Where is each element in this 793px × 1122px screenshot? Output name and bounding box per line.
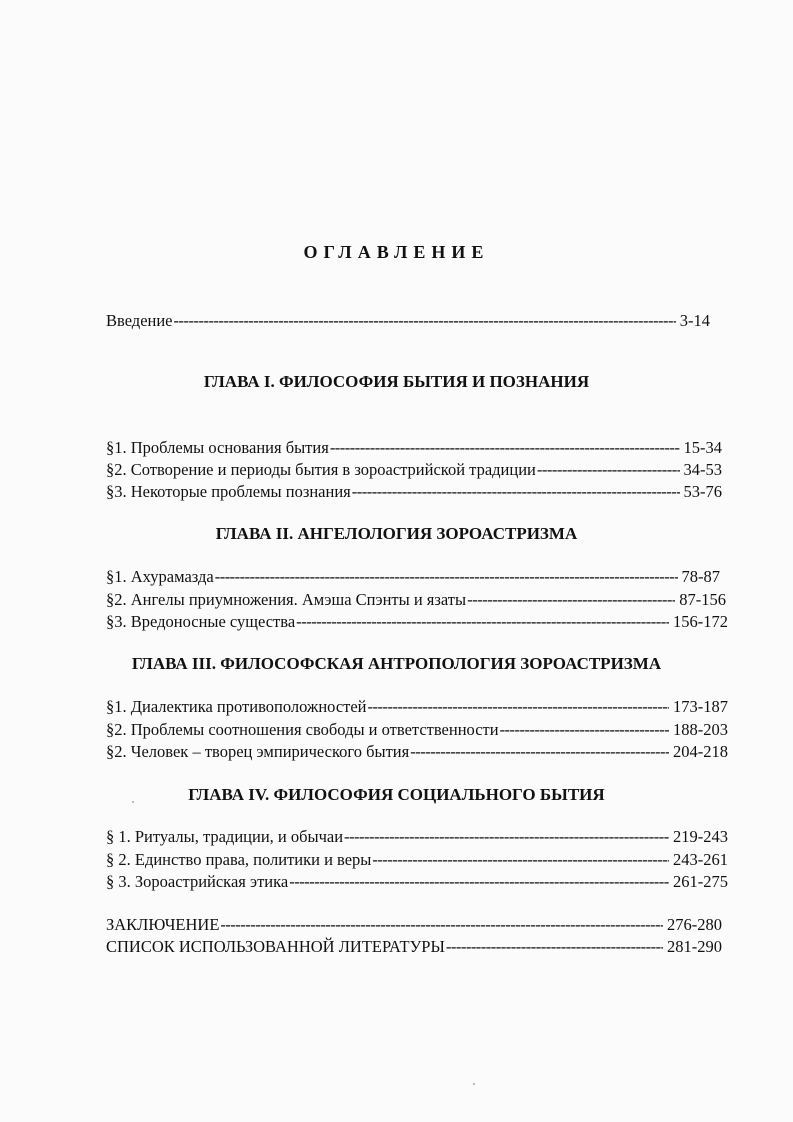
dot-leader <box>215 566 678 588</box>
toc-entry-pages: 281-290 <box>667 937 722 956</box>
toc-title: ОГЛАВЛЕНИЕ <box>303 242 490 262</box>
toc-entry <box>106 481 722 503</box>
toc-entry-label: §3. Вредоносные существа <box>106 612 296 631</box>
toc-entry-label: § 1. Ритуалы, традиции, и обычаи <box>106 827 344 846</box>
chapter-heading-3: ГЛАВА III. ФИЛОСОФСКАЯ АНТРОПОЛОГИЯ ЗОРОАСТРИЗМА <box>131 654 662 673</box>
toc-entry <box>106 826 728 848</box>
toc-entry-label: §1. Ахурамазда <box>106 567 214 586</box>
toc-entry-pages: 219-243 <box>673 827 728 846</box>
toc-entry-pages: 15-34 <box>683 438 722 457</box>
scan-speck <box>132 801 134 803</box>
chapter-heading-1: ГЛАВА I. ФИЛОСОФИЯ БЫТИЯ И ПОЗНАНИЯ <box>203 372 590 391</box>
toc-entry-pages: 173-187 <box>673 697 728 716</box>
toc-entry-label: § 3. Зороастрийская этика <box>106 872 289 891</box>
toc-entry-pages: 53-76 <box>683 482 722 501</box>
toc-entry <box>106 871 728 893</box>
toc-entry-label: СПИСОК ИСПОЛЬЗОВАННОЙ ЛИТЕРАТУРЫ <box>106 937 445 956</box>
dot-leader <box>467 589 675 611</box>
toc-entry-label: §3. Некоторые проблемы познания <box>106 482 351 501</box>
toc-entry <box>106 611 728 633</box>
dot-leader <box>368 696 669 718</box>
dot-leader <box>174 310 676 332</box>
dot-leader <box>446 936 663 958</box>
toc-entry-pages: 78-87 <box>681 567 720 586</box>
toc-entry <box>106 459 722 481</box>
dot-leader <box>537 459 680 481</box>
toc-entry-label: Введение <box>106 311 173 330</box>
toc-entry-label: §1. Проблемы основания бытия <box>106 438 329 457</box>
dot-leader <box>372 849 669 871</box>
toc-entry <box>106 437 722 459</box>
toc-entry-label: §2. Сотворение и периоды бытия в зороастрийской традиции <box>106 460 536 479</box>
toc-entry <box>106 696 728 718</box>
dot-leader <box>500 719 669 741</box>
chapter-heading-4: ГЛАВА IV. ФИЛОСОФИЯ СОЦИАЛЬНОГО БЫТИЯ <box>188 785 605 804</box>
toc-entry-pages: 156-172 <box>673 612 728 631</box>
toc-entry-pages: 188-203 <box>673 720 728 739</box>
toc-entry <box>106 589 726 611</box>
dot-leader <box>296 611 669 633</box>
toc-entry-pages: 87-156 <box>679 590 726 609</box>
dot-leader <box>344 826 669 848</box>
toc-entry <box>106 566 720 588</box>
dot-leader <box>410 741 669 763</box>
toc-entry-conclusion <box>106 914 722 936</box>
dot-leader <box>289 871 669 893</box>
toc-entry-label: §2. Проблемы соотношения свободы и ответственности <box>106 720 499 739</box>
toc-entry <box>106 849 728 871</box>
toc-entry-label: §2. Ангелы приумножения. Амэша Спэнты и язаты <box>106 590 467 609</box>
toc-entry-pages: 204-218 <box>673 742 728 761</box>
toc-entry-pages: 34-53 <box>683 460 722 479</box>
toc-entry-pages: 276-280 <box>667 915 722 934</box>
toc-entry-bibliography <box>106 936 722 958</box>
toc-entry-pages: 261-275 <box>673 872 728 891</box>
dot-leader <box>330 437 680 459</box>
toc-entry-label: §2. Человек – творец эмпирического бытия <box>106 742 410 761</box>
scan-speck <box>473 1083 475 1085</box>
toc-entry <box>106 741 728 763</box>
chapter-heading-2: ГЛАВА II. АНГЕЛОЛОГИЯ ЗОРОАСТРИЗМА <box>215 524 578 543</box>
toc-entry-intro <box>106 310 710 332</box>
toc-entry-pages: 3-14 <box>679 311 710 330</box>
dot-leader <box>220 914 663 936</box>
dot-leader <box>352 481 680 503</box>
toc-entry-pages: 243-261 <box>673 850 728 869</box>
toc-entry-label: § 2. Единство права, политики и веры <box>106 850 372 869</box>
toc-entry-label: ЗАКЛЮЧЕНИЕ <box>106 915 220 934</box>
toc-entry-label: §1. Диалектика противоположностей <box>106 697 367 716</box>
toc-entry <box>106 719 728 741</box>
